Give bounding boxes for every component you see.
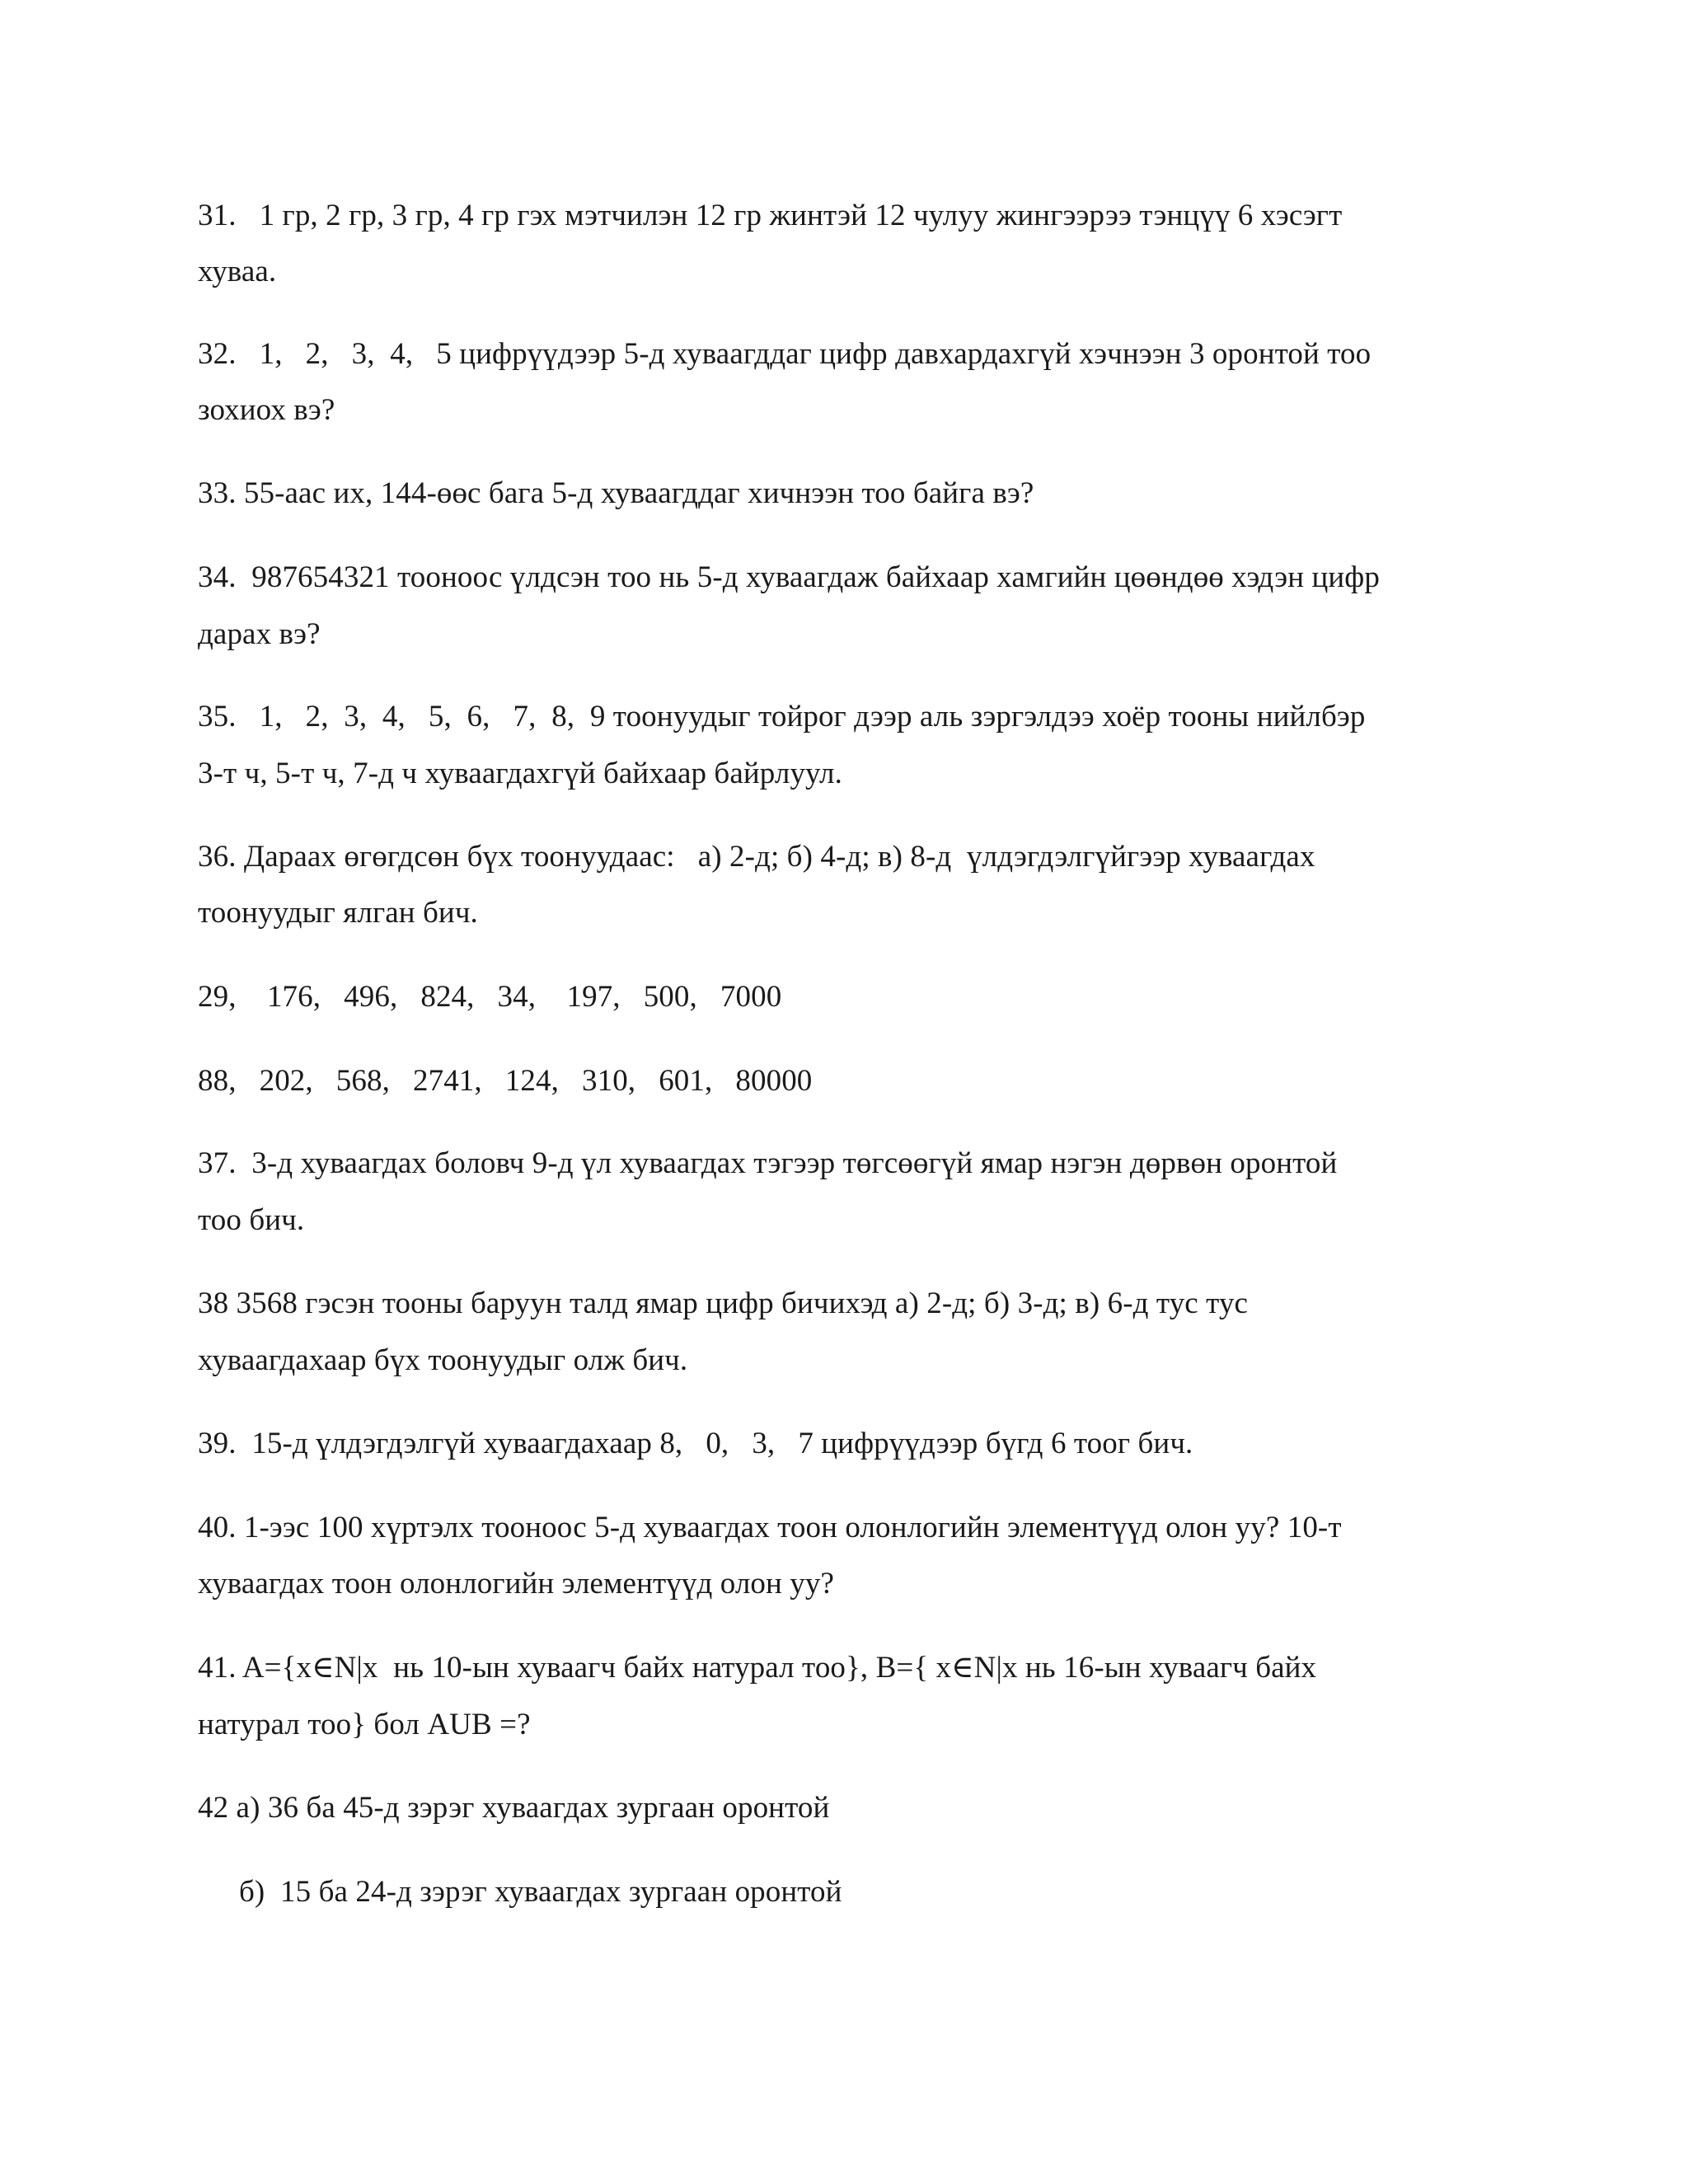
- problem-39-line-1: 39. 15-д үлдэгдэлгүй хуваагдахаар 8, 0, 3, 7 цифрүүдээр бүгд 6 тоог бич.: [198, 1427, 1193, 1460]
- problem-31-line-1: 31. 1 гр, 2 гр, 3 гр, 4 гр гэх мэтчилэн 12 гр жинтэй 12 чулуу жингээрээ тэнцүү 6 хэсэгт: [198, 199, 1343, 232]
- problem-42-line-1: 42 а) 36 ба 45-д зэрэг хуваагдах зургаан оронтой: [198, 1791, 830, 1825]
- problem-35-line-1: 35. 1, 2, 3, 4, 5, 6, 7, 8, 9 тоонуудыг тойрог дээр аль зэргэлдээ хоёр тооны нийлбэр: [198, 700, 1366, 733]
- problem-40-line-1: 40. 1-ээс 100 хүртэлх тооноос 5-д хуваагдах тоон олонлогийн элементүүд олон уу? 10-т: [198, 1511, 1342, 1544]
- problem-41-line-2: натурал тоо} бол AUB =?: [198, 1708, 531, 1741]
- problem-34-line-1: 34. 987654321 тооноос үлдсэн тоо нь 5-д хуваагдаж байхаар хамгийн цөөндөө хэдэн цифр: [198, 560, 1380, 594]
- number-row-2: 88, 202, 568, 2741, 124, 310, 601, 80000: [198, 1064, 813, 1098]
- problem-35-line-2: 3-т ч, 5-т ч, 7-д ч хуваагдахгүй байхаар байрлуул.: [198, 757, 842, 790]
- problem-38-line-2: хуваагдахаар бүх тоонуудыг олж бич.: [198, 1343, 688, 1377]
- problem-36-line-1: 36. Дараах өгөгдсөн бүх тоонуудаас: а) 2-д; б) 4-д; в) 8-д үлдэгдэлгүйгээр хуваагдах: [198, 840, 1315, 874]
- problem-42-line-2: б) 15 ба 24-д зэрэг хуваагдах зургаан оронтой: [239, 1875, 842, 1909]
- problem-38-line-1: 38 3568 гэсэн тооны баруун талд ямар цифр бичихэд а) 2-д; б) 3-д; в) 6-д тус тус: [198, 1286, 1249, 1320]
- problem-37-line-1: 37. 3-д хуваагдах боловч 9-д үл хуваагдах тэгээр төгсөөгүй ямар нэгэн дөрвөн оронтой: [198, 1146, 1338, 1180]
- problem-37-line-2: тоо бич.: [198, 1203, 305, 1237]
- problem-41-line-1: 41. A={x∈N|x нь 10-ын хуваагч байх натурал тоо}, B={ x∈N|x нь 16-ын хуваагч байх: [198, 1651, 1317, 1685]
- problem-33-line-1: 33. 55-аас их, 144-өөс бага 5-д хуваагддаг хичнээн тоо байга вэ?: [198, 476, 1034, 510]
- problem-32-line-1: 32. 1, 2, 3, 4, 5 цифрүүдээр 5-д хуваагддаг цифр давхардахгүй хэчнээн 3 оронтой тоо: [198, 337, 1372, 371]
- problem-31-line-2: хуваа.: [198, 255, 277, 288]
- problem-32-line-2: зохиох вэ?: [198, 393, 335, 427]
- problem-40-line-2: хуваагдах тоон олонлогийн элементүүд олон уу?: [198, 1567, 834, 1601]
- problem-34-line-2: дарах вэ?: [198, 617, 321, 651]
- problem-36-line-2: тоонуудыг ялган бич.: [198, 896, 478, 930]
- number-row-1: 29, 176, 496, 824, 34, 197, 500, 7000: [198, 980, 782, 1014]
